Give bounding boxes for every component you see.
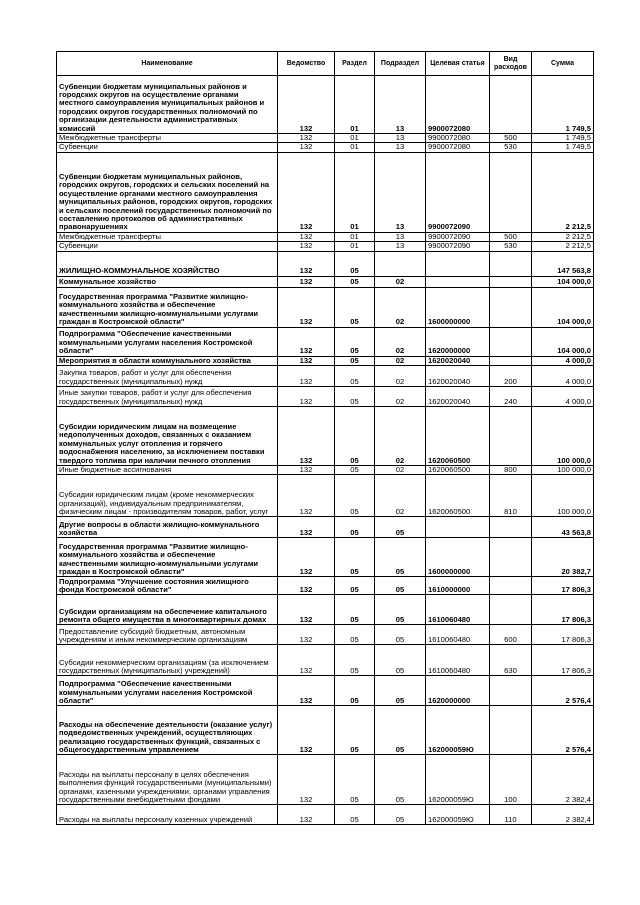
cell-razdel: 01 — [335, 76, 375, 134]
cell-razdel: 05 — [335, 276, 375, 287]
cell-vid-raskhodov: 110 — [490, 805, 532, 825]
cell-podrazdel: 05 — [375, 706, 426, 755]
table-row — [57, 625, 594, 645]
cell-celevaya-statya: 162000059Ю — [426, 706, 490, 755]
cell-celevaya-statya — [426, 251, 490, 276]
cell-podrazdel: 02 — [375, 387, 426, 407]
cell-razdel: 05 — [335, 577, 375, 595]
cell-razdel: 05 — [335, 706, 375, 755]
cell-vid-raskhodov: 800 — [490, 466, 532, 475]
cell-name: Субсидии юридическим лицам (кроме некоммерческих организаций), индивидуальным предпринимателям, физическим лицам - производителям товаров, работ, услуг — [57, 475, 278, 517]
cell-razdel: 05 — [335, 251, 375, 276]
cell-razdel: 01 — [335, 232, 375, 241]
cell-name: Субсидии некоммерческим организациям (за исключением государственных (муниципальных) учреждений) — [57, 645, 278, 676]
cell-podrazdel: 02 — [375, 407, 426, 466]
cell-celevaya-statya: 1610060480 — [426, 645, 490, 676]
cell-podrazdel: 05 — [375, 645, 426, 676]
cell-vedomstvo: 132 — [278, 287, 335, 327]
cell-celevaya-statya: 162000059Ю — [426, 805, 490, 825]
table-row — [57, 143, 594, 152]
cell-celevaya-statya: 9900072080 — [426, 134, 490, 143]
cell-vid-raskhodov — [490, 538, 532, 577]
cell-vedomstvo: 132 — [278, 577, 335, 595]
cell-razdel: 05 — [335, 538, 375, 577]
cell-celevaya-statya: 1620000000 — [426, 676, 490, 706]
cell-podrazdel: 02 — [375, 356, 426, 365]
cell-podrazdel: 13 — [375, 76, 426, 134]
table-row — [57, 242, 594, 251]
cell-summa: 1 749,5 — [532, 143, 594, 152]
table-row — [57, 287, 594, 327]
cell-name: Подпрограмма "Улучшение состояния жилищного фонда Костромской области" — [57, 577, 278, 595]
table-row — [57, 387, 594, 407]
cell-vedomstvo: 132 — [278, 327, 335, 356]
table-row — [57, 517, 594, 538]
header-summa: Сумма — [532, 52, 594, 76]
cell-celevaya-statya: 1620020040 — [426, 356, 490, 365]
cell-vedomstvo: 132 — [278, 676, 335, 706]
cell-name: Мероприятия в области коммунального хозяйства — [57, 356, 278, 365]
cell-celevaya-statya: 9900072090 — [426, 242, 490, 251]
cell-razdel: 05 — [335, 595, 375, 625]
cell-vid-raskhodov: 530 — [490, 143, 532, 152]
cell-vid-raskhodov — [490, 517, 532, 538]
cell-name: Субвенции бюджетам муниципальных районов, городских округов, городских и сельских поселений на осуществление органами местного самоуправления муниципальных районов, городских округов, городских и сельских поселений государственных полномочий по составлению протоколов об административных правонарушениях — [57, 152, 278, 232]
cell-vid-raskhodov: 810 — [490, 475, 532, 517]
cell-podrazdel: 05 — [375, 625, 426, 645]
cell-razdel: 05 — [335, 517, 375, 538]
cell-celevaya-statya: 1620060500 — [426, 475, 490, 517]
cell-podrazdel: 02 — [375, 276, 426, 287]
cell-name: Субсидии организациям на обеспечение капитального ремонта общего имущества в многоквартирных домах — [57, 595, 278, 625]
cell-name: Государственная программа "Развитие жилищно-коммунального хозяйства и обеспечение качественными жилищно-коммунальными услугами граждан в Костромской области" — [57, 538, 278, 577]
cell-summa: 2 576,4 — [532, 706, 594, 755]
cell-name: Расходы на выплаты персоналу в целях обеспечения выполнения функций государственными (муниципальными) органами, казенными учреждениями, органами управления государственными внебюджетными фондами — [57, 755, 278, 805]
cell-vedomstvo: 132 — [278, 356, 335, 365]
cell-celevaya-statya: 1620020040 — [426, 387, 490, 407]
cell-vedomstvo: 132 — [278, 232, 335, 241]
cell-vid-raskhodov — [490, 287, 532, 327]
cell-podrazdel: 02 — [375, 475, 426, 517]
cell-name: Коммунальное хозяйство — [57, 276, 278, 287]
cell-vid-raskhodov — [490, 706, 532, 755]
cell-razdel: 01 — [335, 143, 375, 152]
cell-vedomstvo: 132 — [278, 242, 335, 251]
cell-vedomstvo: 132 — [278, 276, 335, 287]
cell-celevaya-statya: 1620060500 — [426, 407, 490, 466]
cell-summa: 17 806,3 — [532, 625, 594, 645]
cell-razdel: 05 — [335, 805, 375, 825]
cell-vid-raskhodov — [490, 577, 532, 595]
cell-razdel: 05 — [335, 625, 375, 645]
cell-celevaya-statya — [426, 517, 490, 538]
cell-razdel: 05 — [335, 475, 375, 517]
cell-celevaya-statya: 1600000000 — [426, 287, 490, 327]
table-row — [57, 327, 594, 356]
cell-summa: 4 000,0 — [532, 387, 594, 407]
header-name: Наименование — [57, 52, 278, 76]
cell-summa: 17 806,3 — [532, 645, 594, 676]
budget-table — [56, 51, 594, 825]
cell-vid-raskhodov — [490, 595, 532, 625]
header-celevaya-statya: Целевая статья — [426, 52, 490, 76]
cell-podrazdel: 02 — [375, 466, 426, 475]
cell-name: Государственная программа "Развитие жилищно-коммунального хозяйства и обеспечение качественными жилищно-коммунальными услугами граждан в Костромской области" — [57, 287, 278, 327]
cell-vid-raskhodov: 240 — [490, 387, 532, 407]
cell-razdel: 05 — [335, 676, 375, 706]
cell-razdel: 05 — [335, 755, 375, 805]
cell-podrazdel: 13 — [375, 242, 426, 251]
cell-name: Субвенции — [57, 143, 278, 152]
cell-vedomstvo: 132 — [278, 76, 335, 134]
table-row — [57, 577, 594, 595]
cell-name: Субвенции бюджетам муниципальных районов и городских округов на осуществление органами местного самоуправления муниципальных районов и городских округов государственных полномочий по организации деятельности административных комиссий — [57, 76, 278, 134]
table-row — [57, 356, 594, 365]
cell-summa: 2 212,5 — [532, 152, 594, 232]
cell-vedomstvo: 132 — [278, 805, 335, 825]
cell-celevaya-statya: 9900072080 — [426, 143, 490, 152]
cell-podrazdel: 02 — [375, 327, 426, 356]
cell-summa: 2 382,4 — [532, 805, 594, 825]
cell-celevaya-statya: 1600000000 — [426, 538, 490, 577]
table-row — [57, 276, 594, 287]
cell-summa: 100 000,0 — [532, 466, 594, 475]
cell-summa: 2 212,5 — [532, 242, 594, 251]
cell-name: Субсидии юридическим лицам на возмещение недополученных доходов, связанных с оказанием коммунальных услуг отопления и горячего водоснабжения населению, за исключением поставки твердого топлива при наличии печного отопления — [57, 407, 278, 466]
cell-celevaya-statya: 1620020040 — [426, 366, 490, 387]
table-row — [57, 706, 594, 755]
cell-vedomstvo: 132 — [278, 466, 335, 475]
cell-summa: 17 806,3 — [532, 577, 594, 595]
cell-summa: 104 000,0 — [532, 327, 594, 356]
table-row — [57, 366, 594, 387]
table-row — [57, 538, 594, 577]
cell-summa: 104 000,0 — [532, 287, 594, 327]
cell-summa: 1 749,5 — [532, 76, 594, 134]
cell-name: Иные бюджетные ассигнования — [57, 466, 278, 475]
cell-name: Подпрограмма "Обеспечение качественными коммунальными услугами населения Костромской области" — [57, 327, 278, 356]
cell-vid-raskhodov: 530 — [490, 242, 532, 251]
cell-celevaya-statya — [426, 276, 490, 287]
header-vedomstvo: Ведомство — [278, 52, 335, 76]
cell-razdel: 05 — [335, 466, 375, 475]
cell-podrazdel: 13 — [375, 152, 426, 232]
cell-podrazdel: 13 — [375, 232, 426, 241]
cell-name: Расходы на выплаты персоналу казенных учреждений — [57, 805, 278, 825]
cell-vid-raskhodov — [490, 407, 532, 466]
cell-vid-raskhodov: 630 — [490, 645, 532, 676]
cell-razdel: 01 — [335, 134, 375, 143]
cell-podrazdel: 02 — [375, 366, 426, 387]
cell-celevaya-statya: 9900072090 — [426, 232, 490, 241]
cell-vedomstvo: 132 — [278, 152, 335, 232]
header-podrazdel: Подраздел — [375, 52, 426, 76]
cell-celevaya-statya: 9900072080 — [426, 76, 490, 134]
cell-vedomstvo: 132 — [278, 645, 335, 676]
cell-vid-raskhodov: 100 — [490, 755, 532, 805]
cell-celevaya-statya: 162000059Ю — [426, 755, 490, 805]
cell-razdel: 01 — [335, 152, 375, 232]
cell-summa: 20 382,7 — [532, 538, 594, 577]
cell-podrazdel: 05 — [375, 517, 426, 538]
table-row — [57, 475, 594, 517]
table-row — [57, 755, 594, 805]
cell-podrazdel: 05 — [375, 805, 426, 825]
cell-vedomstvo: 132 — [278, 755, 335, 805]
cell-vid-raskhodov: 200 — [490, 366, 532, 387]
cell-razdel: 05 — [335, 645, 375, 676]
cell-podrazdel: 13 — [375, 143, 426, 152]
cell-vid-raskhodov — [490, 676, 532, 706]
cell-name: Предоставление субсидий бюджетным, автономным учреждениям и иным некоммерческим организациям — [57, 625, 278, 645]
cell-vid-raskhodov: 500 — [490, 232, 532, 241]
table-row — [57, 676, 594, 706]
cell-vedomstvo: 132 — [278, 538, 335, 577]
table-row — [57, 466, 594, 475]
cell-summa: 2 212,5 — [532, 232, 594, 241]
cell-name: Межбюджетные трансферты — [57, 232, 278, 241]
cell-vid-raskhodov: 600 — [490, 625, 532, 645]
cell-vedomstvo: 132 — [278, 143, 335, 152]
cell-summa: 4 000,0 — [532, 356, 594, 365]
cell-name: Иные закупки товаров, работ и услуг для обеспечения государственных (муниципальных) нужд — [57, 387, 278, 407]
cell-vid-raskhodov — [490, 251, 532, 276]
table-row — [57, 251, 594, 276]
cell-summa: 2 576,4 — [532, 676, 594, 706]
cell-razdel: 05 — [335, 366, 375, 387]
cell-celevaya-statya: 1610060480 — [426, 595, 490, 625]
cell-podrazdel: 05 — [375, 538, 426, 577]
table-row — [57, 805, 594, 825]
header-razdel: Раздел — [335, 52, 375, 76]
cell-razdel: 05 — [335, 387, 375, 407]
cell-podrazdel: 05 — [375, 755, 426, 805]
cell-celevaya-statya: 1620000000 — [426, 327, 490, 356]
cell-vid-raskhodov — [490, 276, 532, 287]
cell-vedomstvo: 132 — [278, 387, 335, 407]
cell-celevaya-statya: 1620060500 — [426, 466, 490, 475]
header-vid-raskhodov: Вид расходов — [490, 52, 532, 76]
cell-summa: 100 000,0 — [532, 475, 594, 517]
cell-podrazdel: 05 — [375, 595, 426, 625]
cell-summa: 104 000,0 — [532, 276, 594, 287]
cell-summa: 43 563,8 — [532, 517, 594, 538]
cell-vedomstvo: 132 — [278, 706, 335, 755]
cell-vedomstvo: 132 — [278, 366, 335, 387]
cell-summa: 17 806,3 — [532, 595, 594, 625]
table-row — [57, 152, 594, 232]
cell-razdel: 05 — [335, 327, 375, 356]
cell-razdel: 05 — [335, 407, 375, 466]
cell-summa: 2 382,4 — [532, 755, 594, 805]
cell-podrazdel: 05 — [375, 577, 426, 595]
cell-name: Подпрограмма "Обеспечение качественными коммунальными услугами населения Костромской области" — [57, 676, 278, 706]
table-row — [57, 645, 594, 676]
cell-vedomstvo: 132 — [278, 407, 335, 466]
cell-name: ЖИЛИЩНО-КОММУНАЛЬНОЕ ХОЗЯЙСТВО — [57, 251, 278, 276]
table-row — [57, 407, 594, 466]
cell-vid-raskhodov — [490, 152, 532, 232]
table-row — [57, 595, 594, 625]
cell-razdel: 01 — [335, 242, 375, 251]
cell-name: Субвенции — [57, 242, 278, 251]
cell-vid-raskhodov — [490, 327, 532, 356]
cell-vedomstvo: 132 — [278, 251, 335, 276]
cell-vedomstvo: 132 — [278, 517, 335, 538]
cell-summa: 1 749,5 — [532, 134, 594, 143]
cell-podrazdel: 13 — [375, 134, 426, 143]
cell-celevaya-statya: 1610060480 — [426, 625, 490, 645]
cell-name: Расходы на обеспечение деятельности (оказание услуг) подведомственных учреждений, осуществляющих реализацию государственных функций, связанных с общегосударственным управлением — [57, 706, 278, 755]
cell-summa: 4 000,0 — [532, 366, 594, 387]
cell-razdel: 05 — [335, 356, 375, 365]
cell-podrazdel — [375, 251, 426, 276]
cell-podrazdel: 02 — [375, 287, 426, 327]
cell-celevaya-statya: 1610000000 — [426, 577, 490, 595]
cell-name: Закупка товаров, работ и услуг для обеспечения государственных (муниципальных) нужд — [57, 366, 278, 387]
cell-summa: 100 000,0 — [532, 407, 594, 466]
cell-razdel: 05 — [335, 287, 375, 327]
cell-podrazdel: 05 — [375, 676, 426, 706]
table-row — [57, 76, 594, 134]
cell-vid-raskhodov — [490, 76, 532, 134]
cell-vid-raskhodov: 500 — [490, 134, 532, 143]
cell-vedomstvo: 132 — [278, 595, 335, 625]
cell-name: Межбюджетные трансферты — [57, 134, 278, 143]
cell-vedomstvo: 132 — [278, 475, 335, 517]
cell-name: Другие вопросы в области жилищно-коммунального хозяйства — [57, 517, 278, 538]
cell-celevaya-statya: 9900072090 — [426, 152, 490, 232]
cell-vid-raskhodov — [490, 356, 532, 365]
cell-summa: 147 563,8 — [532, 251, 594, 276]
header-row — [57, 52, 594, 76]
cell-vedomstvo: 132 — [278, 134, 335, 143]
cell-vedomstvo: 132 — [278, 625, 335, 645]
